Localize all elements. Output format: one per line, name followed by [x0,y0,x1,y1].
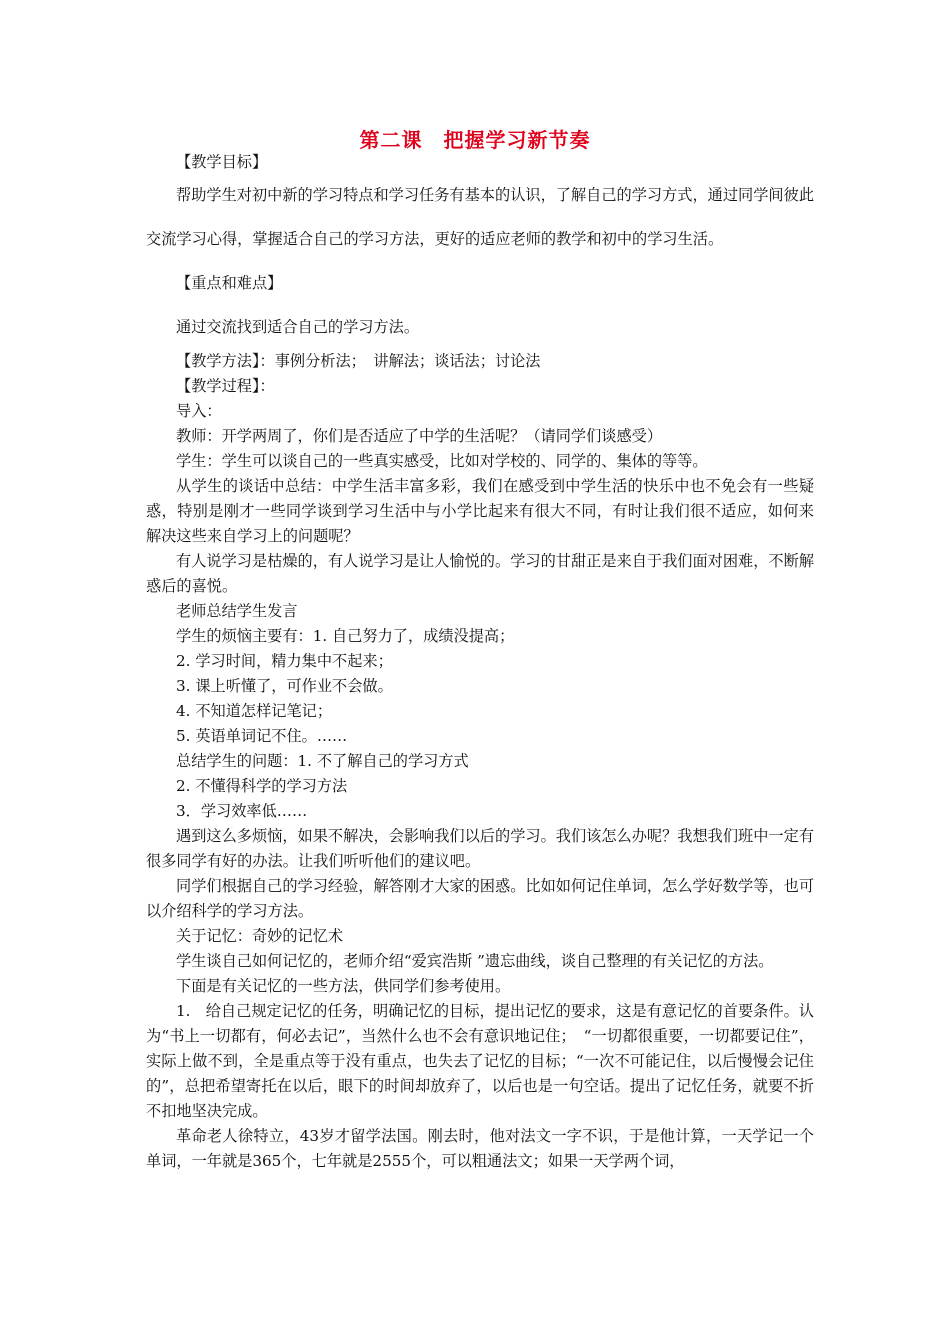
page-title: 第二课 把握学习新节奏 [359,128,591,152]
keypoints-paragraph: 通过交流找到适合自己的学习方法。 [176,318,419,336]
objectives-paragraph: 帮助学生对初中新的学习特点和学习任务有基本的认识，了解自己的学习方式，通过同学间彼此交流学习心得，掌握适合自己的学习方法，更好的适应老师的教学和初中的学习生活。 [146,186,814,248]
methods-line: 【教学方法】：事例分析法； 讲解法；谈话法；讨论法 [176,352,541,370]
problems-intro: 总结学生的问题：1. 不了解自己的学习方式 [176,752,469,770]
worries-intro: 学生的烦恼主要有：1. 自己努力了，成绩没提高； [176,627,515,645]
xu-paragraph: 革命老人徐特立，43岁才留学法国。刚去时，他对法文一字不识，于是他计算，一天学记一个单词，一年就是365个，七年就是2555个，可以粗通法文；如果一天学两个词， [146,1127,814,1170]
classmates-paragraph: 同学们根据自己的学习经验，解答刚才大家的困惑。比如如何记住单词，怎么学好数学等，也可以介绍科学的学习方法。 [146,877,814,920]
worry-item: 4. 不知道怎样记笔记； [176,702,333,720]
memory-heading: 关于记忆：奇妙的记忆术 [176,927,344,945]
objectives-heading: 【教学目标】 [176,153,268,171]
process-heading: 【教学过程】： [176,377,275,395]
document-body [146,150,814,1174]
teacher-summary-label: 老师总结学生发言 [176,602,298,620]
encounter-paragraph: 遇到这么多烦恼，如果不解决，会影响我们以后的学习。我们该怎么办呢？我想我们班中一定有很多同学有好的办法。让我们听听他们的建议吧。 [146,827,814,870]
sweet-paragraph: 有人说学习是枯燥的，有人说学习是让人愉悦的。学习的甘甜正是来自于我们面对困难，不断解惑后的喜悦。 [146,552,814,595]
intro-label: 导入： [176,402,222,420]
ebbinghaus-paragraph: 学生谈自己如何记忆的，老师介绍“爱宾浩斯 ”遗忘曲线，谈自己整理的有关记忆的方法。 [176,952,774,970]
teacher-line: 教师：开学两周了，你们是否适应了中学的生活呢？（请同学们谈感受） [176,427,662,445]
student-line: 学生：学生可以谈自己的一些真实感受，比如对学校的、同学的、集体的等等。 [176,452,708,470]
problem-item: 2. 不懂得科学的学习方法 [176,777,348,795]
methods-intro: 下面是有关记忆的一些方法，供同学们参考使用。 [176,977,511,995]
worry-item: 2. 学习时间，精力集中不起来； [176,652,393,670]
summary-paragraph: 从学生的谈话中总结：中学生活丰富多彩，我们在感受到中学生活的快乐中也不免会有一些疑惑，特别是刚才一些同学谈到学习生活中与小学比起来有很大不同，有时让我们很不适应，如何来解决这些来自学习上的问题呢？ [146,477,814,545]
keypoints-heading: 【重点和难点】 [176,274,283,292]
worry-item: 3. 课上听懂了，可作业不会做。 [176,677,393,695]
problem-item: 3．学习效率低…… [176,802,308,820]
worry-item: 5. 英语单词记不住。…… [176,727,348,745]
method-1-paragraph: 1. 给自己规定记忆的任务，明确记忆的目标，提出记忆的要求，这是有意记忆的首要条件。认为“书上一切都有，何必去记”，当然什么也不会有意识地记住； “一切都很重要，一切都要记住”，实际上做不到，全是重点等于没有重点，也失去了记忆的目标；“一次不可能记住，以后慢慢会记住的”，总把希望寄托在以后，眼下的时间却放弃了，以后也是一句空话。提出了记忆任务，就要不折不扣地坚决完成。 [146,1002,814,1120]
